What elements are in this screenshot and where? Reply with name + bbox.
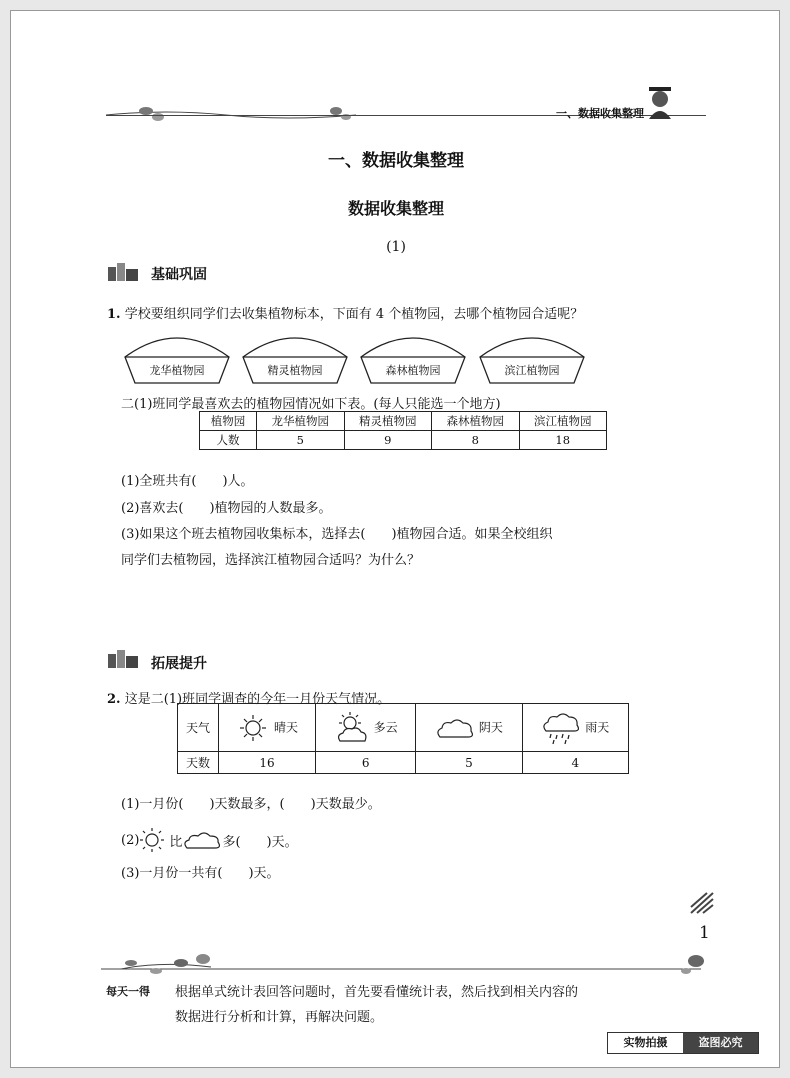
page-number: 1 xyxy=(699,923,710,943)
vine-decoration-icon xyxy=(106,99,366,129)
table-row xyxy=(200,431,607,450)
section-basic: 基础巩固 xyxy=(151,267,207,283)
q2-sub2-mid: 比 xyxy=(169,834,183,850)
workbook-page xyxy=(10,10,780,1068)
weather-label: 多云 xyxy=(373,720,398,734)
garden-sign xyxy=(241,331,349,385)
stamp-right: 盗图必究 xyxy=(683,1033,758,1053)
table-row xyxy=(200,412,607,431)
table-cell: 16 xyxy=(219,752,316,774)
table-cell xyxy=(219,704,316,752)
table-cell: 18 xyxy=(519,431,607,450)
q2-sub3: (3)一月份一共有( )天。 xyxy=(121,866,280,881)
tip-line2: 数据进行分析和计算，再解决问题。 xyxy=(175,1010,384,1025)
cloud-icon xyxy=(182,829,222,851)
table-cell: 人数 xyxy=(200,431,257,450)
q2-sub2-suffix: 多( )天。 xyxy=(222,834,298,850)
book-stack-icon xyxy=(106,646,146,670)
q1-sub2: (2)喜欢去( )植物园的人数最多。 xyxy=(121,501,332,516)
table-cell: 滨江植物园 xyxy=(519,412,607,431)
q1-stem xyxy=(107,303,583,322)
q2-text: 这是二(1)班同学调查的今年一月份天气情况。 xyxy=(124,692,391,707)
table-cell: 5 xyxy=(416,752,522,774)
graduate-mascot-icon xyxy=(641,83,681,123)
q1-sub3b: 同学们去植物园，选择滨江植物园合适吗？为什么？ xyxy=(121,553,421,568)
sun-icon xyxy=(139,827,165,853)
table-cell: 森林植物园 xyxy=(432,412,520,431)
garden-label: 森林植物园 xyxy=(385,364,441,377)
running-title: 一、数据收集整理 xyxy=(556,107,644,120)
weather-label: 晴天 xyxy=(273,720,298,734)
table-row xyxy=(178,704,629,752)
partly-cloudy-icon xyxy=(334,711,370,745)
garden-sign xyxy=(123,331,231,385)
stamp-left: 实物拍摄 xyxy=(623,1036,668,1049)
table-cell: 精灵植物园 xyxy=(344,412,432,431)
rain-cloud-icon xyxy=(541,711,581,745)
table-cell: 4 xyxy=(522,752,628,774)
section-extend: 拓展提升 xyxy=(151,656,207,672)
table-cell: 龙华植物园 xyxy=(257,412,345,431)
weather-label: 阴天 xyxy=(478,720,503,734)
table-cell xyxy=(522,704,628,752)
garden-label: 龙华植物园 xyxy=(149,364,205,377)
garden-label: 滨江植物园 xyxy=(504,364,560,377)
garden-table xyxy=(199,411,607,450)
table-cell xyxy=(416,704,522,752)
table-cell: 天数 xyxy=(178,752,219,774)
table-cell xyxy=(316,704,416,752)
part-label: (1) xyxy=(386,239,406,255)
tip-label: 每天一得 xyxy=(106,985,150,998)
table-row xyxy=(178,752,629,774)
stripes-decoration-icon xyxy=(687,889,717,917)
table-cell: 植物园 xyxy=(200,412,257,431)
book-stack-icon xyxy=(106,259,146,283)
lesson-title: 数据收集整理 xyxy=(347,199,444,218)
garden-sign xyxy=(478,331,586,385)
sun-icon xyxy=(236,713,270,743)
table-cell: 天气 xyxy=(178,704,219,752)
watermark-stamp xyxy=(607,1032,759,1054)
garden-sign xyxy=(359,331,467,385)
q2-sub2 xyxy=(121,827,298,853)
weather-table xyxy=(177,703,629,774)
q2-sub1: (1)一月份( )天数最多，( )天数最少。 xyxy=(121,797,381,812)
q2-sub2-prefix: (2) xyxy=(121,832,140,848)
q1-number: 1. xyxy=(107,307,121,322)
table-cell: 5 xyxy=(257,431,345,450)
q1-text: 学校要组织同学们去收集植物标本，下面有 4 个植物园，去哪个植物园合适呢？ xyxy=(124,307,584,322)
weather-label: 雨天 xyxy=(585,720,610,734)
q1-sub1: (1)全班共有( )人。 xyxy=(121,474,254,489)
cloud-icon xyxy=(435,715,475,741)
tip-line1: 根据单式统计表回答问题时，首先要看懂统计表，然后找到相关内容的 xyxy=(175,985,579,1000)
table-cell: 6 xyxy=(316,752,416,774)
table-cell: 8 xyxy=(432,431,520,450)
vine-decoration-icon xyxy=(101,949,716,979)
table-cell: 9 xyxy=(344,431,432,450)
q1-table-intro: 二(1)班同学最喜欢去的植物园情况如下表。(每人只能选一个地方) xyxy=(121,397,501,412)
q1-sub3a: (3)如果这个班去植物园收集标本，选择去( )植物园合适。如果全校组织 xyxy=(121,527,553,542)
chapter-title: 一、数据收集整理 xyxy=(328,151,464,171)
garden-label: 精灵植物园 xyxy=(267,364,323,377)
q2-number: 2. xyxy=(107,692,121,707)
